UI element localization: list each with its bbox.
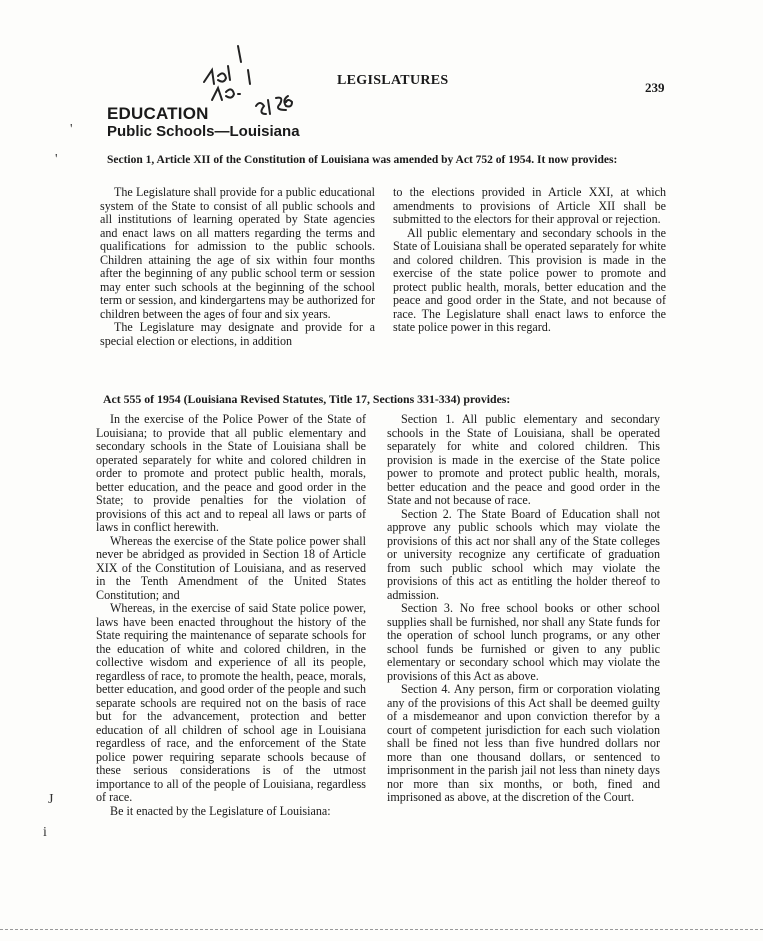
amendment-intro: Section 1, Article XII of the Constitution of Louisiana was amended by Act 752 of 1954. It now provides: xyxy=(107,154,618,166)
margin-mark: ' xyxy=(70,122,73,137)
margin-mark: J xyxy=(48,792,54,807)
margin-mark: ' xyxy=(55,152,58,167)
paragraph: The Legislature may designate and provide for a special election or elections, in addition xyxy=(100,320,375,348)
scan-edge-rule xyxy=(0,929,763,930)
paragraph: Section 3. No free school books or other school supplies shall be furnished, nor shall any State funds for the operation of school lunch programs, or any other school funds be furnished or given to any public elementary or secondary school which may violate the provisions of this Act as above. xyxy=(387,601,660,683)
paragraph: Section 4. Any person, firm or corporation violating any of the provisions of this Act shall be deemed guilty of a misdemeanor and upon conviction therefor by a court of competent jurisdiction for each such violation shall be fined not less than five hundred dollars nor more than one thousand dollars, or sentenced to imprisonment in the parish jail not less than ninety days nor more than six months, or both, fined and imprisoned as above, at the discretion of the Court. xyxy=(387,682,660,804)
section-title: EDUCATION xyxy=(107,104,209,123)
paragraph: The Legislature shall provide for a public educational system of the State to consist of all public schools and all institutions of learning operated by State agencies and enact laws on all matters regarding the terms and qualifications for admission to the public schools. Children attaining the age of six within four months after the beginning of any public school term or session may enter such schools at the beginning of the school term or session, and kindergartens may be authorized for children between the ages of four and six years. xyxy=(100,185,375,321)
paragraph: Be it enacted by the Legislature of Louisiana: xyxy=(110,803,331,818)
paragraph: Whereas the exercise of the State police power shall never be abridged as provided in Section 18 of Article XIX of the Constitution of Louisiana, and as reserved in the Tenth Amendment of the United States Constitution; and xyxy=(96,533,366,602)
constitution-left-column xyxy=(100,186,375,348)
handwritten-note xyxy=(198,40,298,120)
act-heading: Act 555 of 1954 (Louisiana Revised Statutes, Title 17, Sections 331-334) provides: xyxy=(103,392,511,406)
paragraph: Section 1. All public elementary and secondary schools in the State of Louisiana, shall be operated separately for white and colored children. This provision is made in the exercise of the State police power to promote and protect public health, morals, better education and the peace and good order in the State and not because of race. xyxy=(387,412,660,507)
act-right-column xyxy=(387,413,660,805)
paragraph: to the elections provided in Article XXI, at which amendments to provisions of Article XII shall be submitted to the electors for their approval or rejection. xyxy=(393,185,666,226)
paragraph: All public elementary and secondary schools in the State of Louisiana shall be operated separately for white and colored children. This provision is made in the exercise of the state police power to promote and protect public health, morals, better education and the peace and good order in the State, and not because of race. The Legislature shall enact laws to enforce the state police power in this regard. xyxy=(393,225,666,334)
constitution-right-column xyxy=(393,186,666,335)
paragraph: Section 2. The State Board of Education shall not approve any public schools which may violate the provisions of this act nor shall any of the State colleges or university recognize any certificate of graduation from such public school which may violate the provisions of this act as entitling the holder thereof to admission. xyxy=(387,506,660,602)
margin-mark: i xyxy=(43,825,47,840)
section-subtitle: Public Schools—Louisiana xyxy=(107,123,300,140)
paragraph: In the exercise of the Police Power of the State of Louisiana; to provide that all public elementary and secondary schools in the State of Louisiana shall be operated separately for white and colored children in order to promote and protect public health, morals, better education, and the peace and good order in the State; to provide penalties for the violation of provisions of this act and to repeal all laws or parts of laws in conflict herewith. xyxy=(96,412,366,534)
running-head: LEGISLATURES xyxy=(337,73,449,88)
paragraph: Whereas, in the exercise of said State police power, laws have been enacted throughout the history of the State requiring the maintenance of separate schools for the education of white and colored children, in the collective wisdom and experience of all its people, regardless of race, to promote the health, peace, morals, better education, and good order of the people and such separate schools are required not on the basis of race but for the advancement, protection and better education of all children of school age in Louisiana regardless of race, and the enforcement of the State police power requiring separate schools because of these serious considerations is of the utmost importance to all of the people of Louisiana, regardless of race. xyxy=(96,601,366,804)
act-left-column xyxy=(96,413,366,818)
page-number: 239 xyxy=(645,80,665,95)
